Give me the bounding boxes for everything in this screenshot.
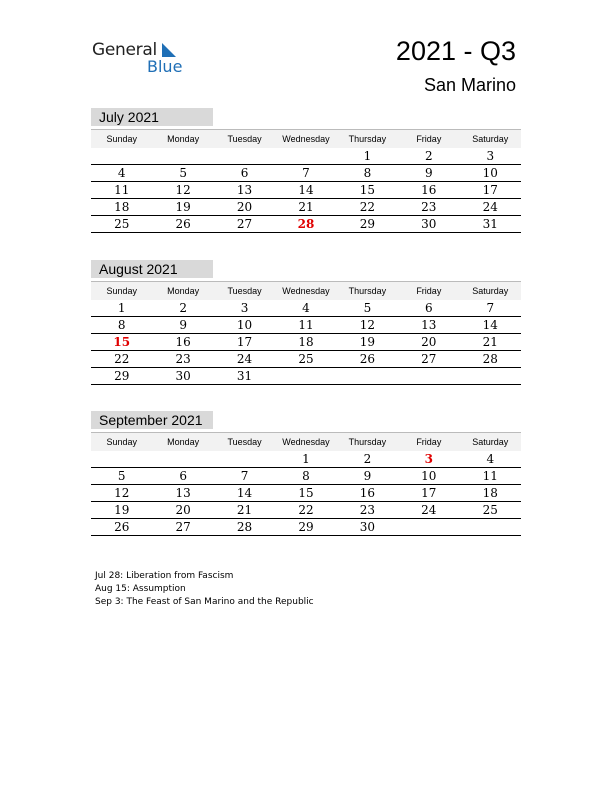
weekday-header-sunday: Sunday — [91, 130, 152, 149]
day-cell: 15 — [275, 485, 336, 502]
week-row — [91, 485, 521, 502]
weekday-header-row — [91, 130, 521, 149]
day-cell: 20 — [152, 502, 213, 519]
weekday-header-monday: Monday — [152, 433, 213, 452]
day-cell: 13 — [152, 485, 213, 502]
day-cell: 6 — [214, 165, 275, 182]
weeks-body — [91, 451, 521, 536]
day-cell — [460, 368, 521, 385]
day-cell: 21 — [214, 502, 275, 519]
day-cell: 12 — [337, 317, 398, 334]
day-cell — [460, 519, 521, 536]
day-cell: 11 — [460, 468, 521, 485]
day-cell: 22 — [91, 351, 152, 368]
day-cell: 23 — [337, 502, 398, 519]
day-cell: 4 — [486, 452, 495, 466]
month-table — [91, 281, 521, 385]
month-july — [91, 108, 521, 233]
day-cell: 20 — [214, 199, 275, 216]
day-cell: 5 — [363, 301, 372, 315]
day-cell: 5 — [91, 468, 152, 485]
day-cell: 17 — [398, 485, 459, 502]
day-cell: 19 — [91, 502, 152, 519]
day-cell: 8 — [275, 468, 336, 485]
day-cell: 21 — [275, 199, 336, 216]
holiday-day-cell: 15 — [91, 334, 152, 351]
day-cell — [275, 148, 336, 165]
month-label: July 2021 — [91, 108, 213, 126]
day-cell: 19 — [152, 199, 213, 216]
week-row — [91, 519, 521, 536]
day-cell: 3 — [486, 149, 495, 163]
day-cell: 6 — [425, 301, 433, 315]
day-cell: 2 — [425, 149, 433, 163]
day-cell: 16 — [398, 182, 459, 199]
day-cell: 10 — [398, 468, 459, 485]
day-cell: 1 — [302, 452, 310, 466]
month-table — [91, 129, 521, 233]
day-cell: 4 — [91, 165, 152, 182]
country-name: San Marino — [423, 75, 516, 95]
day-cell: 14 — [460, 317, 521, 334]
holiday-day-cell: 3 — [424, 452, 433, 466]
day-cell: 2 — [179, 301, 187, 315]
weekday-header-friday: Friday — [398, 130, 459, 149]
day-cell: 12 — [91, 485, 152, 502]
day-cell: 18 — [275, 334, 336, 351]
day-cell: 11 — [275, 317, 336, 334]
month-label: September 2021 — [91, 411, 213, 429]
day-cell: 22 — [337, 199, 398, 216]
day-cell: 1 — [117, 301, 126, 315]
day-cell: 21 — [460, 334, 521, 351]
day-cell: 18 — [460, 485, 521, 502]
month-august — [91, 260, 521, 385]
weekday-header-row — [91, 433, 521, 452]
day-cell — [214, 148, 275, 165]
day-cell: 24 — [460, 199, 521, 216]
day-cell: 26 — [337, 351, 398, 368]
week-row — [91, 451, 521, 468]
day-cell — [214, 451, 275, 468]
day-cell — [398, 368, 459, 385]
day-cell: 17 — [460, 182, 521, 199]
day-cell: 3 — [240, 301, 249, 315]
day-cell — [91, 451, 152, 468]
day-cell: 10 — [460, 165, 521, 182]
week-row — [91, 368, 521, 385]
weekday-header-thursday: Thursday — [337, 130, 398, 149]
holiday-note: Aug 15: Assumption — [95, 584, 186, 594]
day-cell: 24 — [398, 502, 459, 519]
week-row — [91, 199, 521, 216]
holiday-note: Sep 3: The Feast of San Marino and the Republic — [95, 597, 314, 607]
day-cell: 14 — [275, 182, 336, 199]
week-row — [91, 468, 521, 485]
day-cell: 18 — [91, 199, 152, 216]
weekday-header-wednesday: Wednesday — [275, 130, 336, 149]
day-cell: 25 — [275, 351, 336, 368]
week-row — [91, 351, 521, 368]
day-cell: 6 — [152, 468, 213, 485]
day-cell — [152, 148, 213, 165]
day-cell: 23 — [152, 351, 213, 368]
day-cell: 20 — [398, 334, 459, 351]
weekday-header-saturday: Saturday — [460, 433, 521, 452]
day-cell: 19 — [337, 334, 398, 351]
holiday-notes — [95, 570, 314, 609]
day-cell: 25 — [460, 502, 521, 519]
day-cell: 26 — [152, 216, 213, 233]
week-row — [91, 165, 521, 182]
weekday-header-wednesday: Wednesday — [275, 433, 336, 452]
weekday-header-friday: Friday — [398, 282, 459, 301]
day-cell: 31 — [214, 368, 275, 385]
day-cell: 17 — [214, 334, 275, 351]
week-row — [91, 502, 521, 519]
day-cell: 14 — [214, 485, 275, 502]
day-cell: 29 — [337, 216, 398, 233]
weekday-header-thursday: Thursday — [337, 282, 398, 301]
day-cell: 9 — [152, 317, 213, 334]
day-cell: 9 — [337, 468, 398, 485]
week-row — [91, 148, 521, 165]
weekday-header-wednesday: Wednesday — [275, 282, 336, 301]
month-table — [91, 432, 521, 536]
day-cell: 2 — [363, 452, 372, 466]
day-cell: 7 — [275, 165, 336, 182]
weekday-header-row — [91, 282, 521, 301]
day-cell: 4 — [302, 301, 310, 315]
weekday-header-monday: Monday — [152, 130, 213, 149]
day-cell: 30 — [398, 216, 459, 233]
day-cell: 30 — [152, 368, 213, 385]
logo — [92, 40, 192, 80]
holiday-note: Jul 28: Liberation from Fascism — [95, 571, 234, 581]
weekday-header-sunday: Sunday — [91, 433, 152, 452]
day-cell: 30 — [337, 519, 398, 536]
weekday-header-monday: Monday — [152, 282, 213, 301]
day-cell: 27 — [398, 351, 459, 368]
day-cell — [275, 368, 336, 385]
week-row — [91, 300, 521, 317]
week-row — [91, 216, 521, 233]
day-cell — [152, 451, 213, 468]
logo-general-text: General — [92, 40, 157, 60]
day-cell: 16 — [152, 334, 213, 351]
day-cell: 22 — [275, 502, 336, 519]
day-cell: 8 — [337, 165, 398, 182]
weekday-header-saturday: Saturday — [460, 130, 521, 149]
weekday-header-thursday: Thursday — [337, 433, 398, 452]
day-cell: 13 — [398, 317, 459, 334]
weekday-header-saturday: Saturday — [460, 282, 521, 301]
day-cell: 8 — [91, 317, 152, 334]
week-row — [91, 317, 521, 334]
day-cell: 28 — [214, 519, 275, 536]
day-cell: 29 — [91, 368, 152, 385]
month-september — [91, 411, 521, 536]
logo-triangle-icon — [162, 43, 176, 57]
day-cell: 29 — [275, 519, 336, 536]
day-cell: 7 — [214, 468, 275, 485]
day-cell: 26 — [91, 519, 152, 536]
week-row — [91, 334, 521, 351]
quarter-title: 2021 - Q3 — [395, 36, 516, 66]
day-cell: 12 — [152, 182, 213, 199]
day-cell — [398, 519, 459, 536]
day-cell: 7 — [486, 301, 495, 315]
day-cell — [337, 368, 398, 385]
logo-blue-text: Blue — [147, 57, 183, 76]
day-cell: 23 — [398, 199, 459, 216]
month-label: August 2021 — [91, 260, 213, 278]
day-cell: 9 — [398, 165, 459, 182]
weeks-body — [91, 148, 521, 233]
day-cell: 27 — [214, 216, 275, 233]
day-cell: 28 — [460, 351, 521, 368]
day-cell: 15 — [337, 182, 398, 199]
day-cell: 25 — [91, 216, 152, 233]
weekday-header-tuesday: Tuesday — [214, 130, 275, 149]
weekday-header-tuesday: Tuesday — [214, 433, 275, 452]
weekday-header-tuesday: Tuesday — [214, 282, 275, 301]
day-cell: 5 — [152, 165, 213, 182]
day-cell: 1 — [363, 149, 372, 163]
day-cell: 16 — [337, 485, 398, 502]
day-cell: 24 — [214, 351, 275, 368]
weekday-header-sunday: Sunday — [91, 282, 152, 301]
day-cell: 27 — [152, 519, 213, 536]
day-cell — [91, 148, 152, 165]
holiday-day-cell: 28 — [275, 216, 336, 233]
day-cell: 31 — [460, 216, 521, 233]
weeks-body — [91, 300, 521, 385]
day-cell: 11 — [91, 182, 152, 199]
day-cell: 10 — [214, 317, 275, 334]
week-row — [91, 182, 521, 199]
weekday-header-friday: Friday — [398, 433, 459, 452]
day-cell: 13 — [214, 182, 275, 199]
